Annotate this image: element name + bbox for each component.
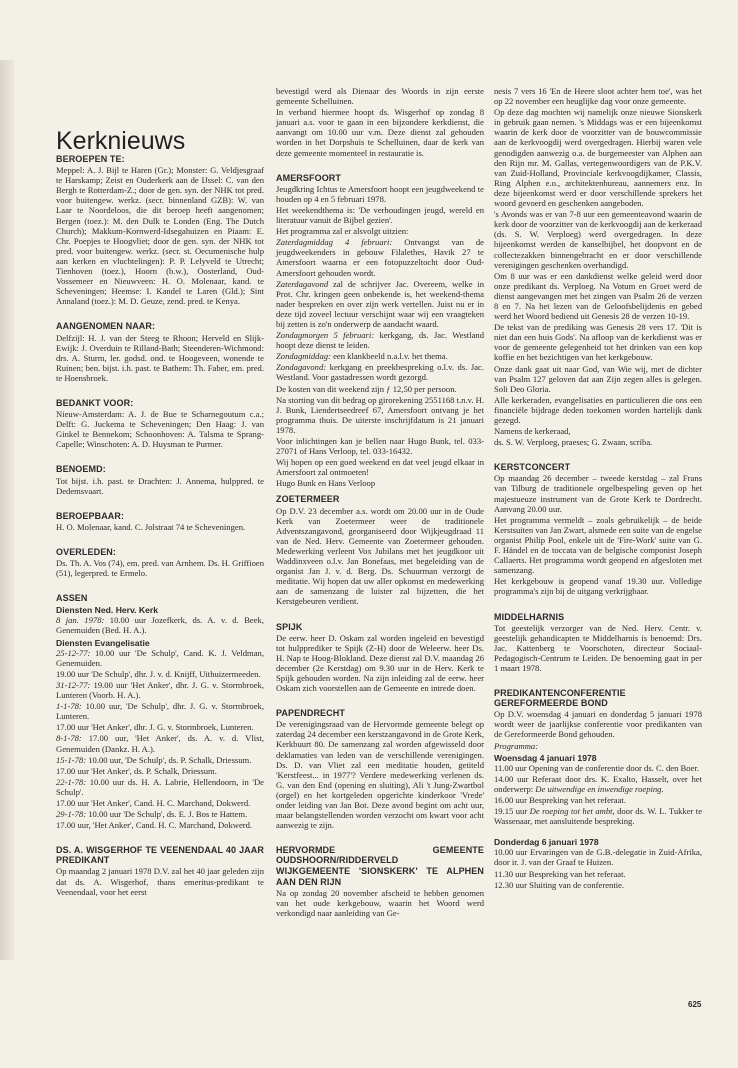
text-overleden: Ds. Th. A. Vos (74), em. pred. van Arnhem. Ds. H. Griffioen (51), legerpred. te Ermelo. — [56, 558, 264, 579]
heading-woensdag: Woensdag 4 januari 1978 — [494, 752, 597, 763]
text-amersfoort-3: Het programma zal er alsvolgt uitzien: — [276, 226, 409, 237]
heading-donderdag: Donderdag 6 januari 1978 — [494, 837, 599, 848]
text-aangenomen: Delfzijl: H. J. van der Steeg te Rhoon; Herveld en Slijk-Ewijk: J. Overduin te Rilland-Bath; Steenderen-Wichmond: drs. A. Sturm, ler. godsd. ond. te Hoogeveen, wonende te Ruinen; ben. bijst. i.h. past. te Bathem: Th. Faber, em. pred. te Hoensbroek. — [56, 332, 264, 383]
heading-overleden: OVERLEDEN: — [56, 546, 117, 557]
text-amersfoort-13: Hugo Bunk en Hans Verloop — [276, 478, 376, 489]
text-middelharnis: Tot geestelijk verzorger van de Ned. Herv. Centr. v. geestelijk gehandicapten te Middelharnis is benoemd: Drs. Jac. Kattenberg te Voorschoten, directeur Sociaal-Pedagogisch-Centrum te Leiden. De benoeming gaat in per 1 maart 1978. — [494, 622, 702, 673]
text-predikanten: Op D.V. woensdag 4 januari en donderdag 5 januari 1978 wordt weer de jaarlijkse conferentie voor predikanten van de Gereformeerde Bond gehouden. — [494, 709, 702, 740]
page-title: Kerknieuws — [56, 127, 186, 155]
text-amersfoort-4: Zaterdagmiddag 4 februari: Ontvangst van de jeugdweekenders in gebouw Filalethes, Havik 27 te Amersfoort waarna er een fotopuzzeltocht door Oud-Amersfoort gehouden wordt. — [276, 237, 484, 278]
heading-beroepbaar: BEROEPBAAR: — [56, 510, 125, 521]
heading-middelharnis: MIDDELHARNIS — [494, 611, 565, 622]
text-assen-1: 8 jan. 1978: 10.00 uur Jozefkerk, ds. A. v. d. Beek, Genemuiden (Bed. H. A.). — [56, 615, 264, 636]
text-amersfoort-2: Het weekendthema is: 'De verhoudingen jeugd, wereld en literatuur vanuit de Bijbel gezien'. — [276, 204, 484, 226]
text-donderdag-1: 10.00 uur Ervaringen van de G.B.-delegatie in Zuid-Afrika, door ir. J. van der Graaf te Huizen. — [494, 847, 702, 868]
page-number: 625 — [688, 1000, 702, 1009]
text-assen-6: 17.00 uur 'Het Anker', dhr. J. G. v. Stormbroek, Lunteren. — [56, 722, 254, 733]
text-assen-11: 17.00 uur 'Het Anker', Cand. H. C. Marchand, Dokwerd. — [56, 797, 251, 808]
text-assen-13: 17.00 uur, 'Het Anker', Cand. H. C. Marchand, Dokwerd. — [56, 820, 253, 831]
text-sionskerk-3: 's Avonds was er van 7-8 uur een gemeenteavond waarin de kerk door de voorzitter van de kerkvoogdij aan de kerkeraad (ds. S. W. Verploeg) werd overgedragen. In deze bijeenkomst werden de kanselbijbel, het doopvont en de collectezakken binnengebracht en er door verschillende verenigingen geschenken overhandigd. — [494, 209, 702, 270]
text-amersfoort-10: Na storting van dit bedrag op girorekening 2551168 t.n.v. H. J. Bunk, Liendertseedreef 67, Amersfoort ontvang je het programma thuis. De uiterste inschrijfdatum is 21 januari 1978. — [276, 394, 484, 435]
text-amersfoort-11: Voor inlichtingen kan je bellen naar Hugo Bunk, tel. 033-27071 of Hans Verloop, tel. 033-16432. — [276, 436, 484, 457]
text-spijk: De eerw. heer D. Oskam zal worden ingeleid en bevestigd tot hulpprediker te Spijk (Z-H) door de Weleerw. heer Ds. H. Nap te Hoog-Blokland. Deze dienst zal D.V. maandag 26 december (2e Kerstdag) om 9.30 uur in de Herv. Kerk te Spijk gehouden worden. Na zijn inleiding zal de eerw. heer Oskam zich voorstellen aan de Gemeente en intrede doen. — [276, 632, 484, 694]
heading-kerstconcert: KERSTCONCERT — [494, 462, 571, 473]
subheading-assen-evang: Diensten Evangelisatie — [56, 637, 150, 648]
text-sionskerk-9: ds. S. W. Verploeg, praeses; G. Zwaan, scriba. — [494, 437, 653, 448]
text-assen-12: 29-1-78: 10.00 uur 'De Schulp', ds. E. J. Bos te Hattem. — [56, 809, 248, 820]
text-woensdag-3: 16.00 uur Bespreking van het referaat. — [494, 795, 626, 805]
heading-assen: ASSEN — [56, 593, 88, 604]
text-sionskerk-7: Alle kerkeraden, evangelisaties en particulieren die ons een financiële bijdrage deden toekomen worden hartelijk dank gezegd. — [494, 394, 702, 425]
text-amersfoort-5: Zaterdagavond zal de schrijver Jac. Overeem, welke in Prot. Chr. kringen geen onbekende is, het weekend-thema nader bespreken en over zijn werk vertellen. Juist nu er in deze tijd zoveel lectuur verschijnt waar wij een vraagteken bij zetten is zo'n onderwerp de aandacht waard. — [276, 278, 484, 329]
heading-zoetermeer: ZOETERMEER — [276, 494, 340, 505]
text-kerstconcert-3: Het kerkgebouw is geopend vanaf 19.30 uur. Volledige programma's zijn bij de uitgang verkrijgbaar. — [494, 576, 702, 597]
text-amersfoort-9: De kosten van dit weekend zijn ƒ 12,50 per persoon. — [276, 383, 457, 394]
heading-spijk: SPIJK — [276, 621, 303, 632]
subheading-assen-herv: Diensten Ned. Herv. Kerk — [56, 605, 159, 616]
heading-papendrecht: PAPENDRECHT — [276, 708, 345, 719]
heading-beroepen: BEROEPEN TE: — [56, 154, 125, 164]
text-amersfoort-1: Jeugdkring Ichtus te Amersfoort hoopt een jeugdweekend te houden op 4 en 5 februari 1978. — [276, 183, 484, 204]
text-papendrecht: De verenigingsraad van de Hervormde gemeente belegt op zaterdag 24 december een kerstzangavond in de Grote Kerk, Kerkbuurt 80. De samenzang zal worden afgewisseld door deklamaties van leden van de verschillende verenigingen. Ds. D. van Vliet zal een meditatie houden, getiteld 'Kerstfeest... in 1977'? Verdere medewerking verlenen ds. G. van den End (opening en sluiting), Ali 't Jung-Zwartbol (orgel) en het kortgeleden opgerichte kinderkoor 'Vrede' onder leiding van Jan Bot. Deze avond begint om acht uur, maar belangstellenden worden verzocht om kwart voor acht aanwezig te zijn. — [276, 719, 484, 831]
text-assen-8: 15-1-78: 10.00 uur, 'De Schulp', ds. P. Schalk, Driessum. — [56, 754, 252, 765]
text-sionskerk-5: De tekst van de prediking was Genesis 28 vers 17. 'Dit is niet dan een huis Gods'. Na afloop van de kerkdienst was er voor de gemeente gelegenheid tot het drinken van een kop koffie en het bezichtigen van het kerkgebouw. — [494, 322, 702, 363]
text-amersfoort-6: Zondagmorgen 5 februari: kerkgang, ds. Jac. Westland hoopt deze dienst te leiden. — [276, 330, 484, 351]
text-sionskerk-2: Op deze dag mochten wij namelijk onze nieuwe Sionskerk in gebruik gaan nemen. 's Middags was er een bijeenkomst waarin de kerk door de voorzitter van de bouwcommissie aan de kerkvoogdij werd overgedragen. Hierbij waren vele genodigden aanwezig o.a. de burgemeester van Alphen aan den Rijn mr. M. Gallas, vertegenwoordigers van de P.K.V. van Zuid-Holland, Provinciale kerkvoogdijkamer, Classis, Ring Alphen e.o., architektenbureau, aannemers enz. In deze bijeenkomst werd er door verschillende sprekers het woord gevoerd en geschenken aangeboden. — [494, 107, 702, 209]
subheading-sionskerk: WIJKGEMEENTE 'SIONSKERK' TE ALPHEN AAN DEN RIJN — [276, 866, 484, 887]
text-donderdag-3: 12.30 uur Sluiting van de conferentie. — [494, 879, 625, 890]
text-sionskerk-1: nesis 7 vers 16 'En de Heere sloot achter hem toe', was het op 22 november een heuglijke dag voor onze gemeente. — [494, 86, 702, 107]
text-woensdag-4: 19.15 uur De roeping tot het ambt, door ds. W. L. Tukker te Wassenaar, met aansluitende bespreking. — [494, 806, 703, 827]
column-1 — [56, 154, 264, 898]
text-zoetermeer: Op D.V. 23 december a.s. wordt om 20.00 uur in de Oude Kerk van Zoetermeer weer de traditionele Adventszangavond, georganiseerd door Wijkjeugdraad 11 van de Ned. Herv. Gemeente van Zoetermeer gehouden. Medewerking verleent Vox Jubilans met het jeugdkoor uit Waddinxveen o.l.v. Jan Bonefaas, met begeleiding van de organist Jan J. v. d. Berg. Ds. Schuurman verzorgt de meditatie. Wij hopen dat uw aller opkomst en medewerking aan de samenzang de luister zal bijzetten, die het Kerstgebeuren verdient. — [276, 505, 484, 607]
heading-bedankt: BEDANKT VOOR: — [56, 397, 134, 408]
text-assen-3: 19.00 uur 'De Schulp', dhr. J. v. d. Knijff, Uithuizermeeden. — [56, 668, 261, 679]
text-hervormde: Na op zondag 20 november afscheid te hebben genomen van het oude kerkgebouw, waarin het Woord werd verkondigd naar aanleiding van Ge- — [276, 887, 484, 918]
text-assen-4: 31-12-77: 19.00 uur 'Het Anker', dhr. J. G. v. Stormbroek, Lunteren (Voorb. H. A.). — [56, 679, 264, 701]
text-assen-9: 17.00 uur 'Het Anker', ds. P. Schalk, Driessum. — [56, 765, 217, 776]
text-assen-10: 22-1-78: 10.00 uur ds. H. A. Labrie, Hellendoorn, in 'De Schulp'. — [56, 776, 264, 797]
text-assen-7: 8-1-78: 17.00 uur, 'Het Anker', ds. A. v. d. Vlist, Genemuiden (Dankz. H. A.). — [56, 733, 264, 754]
text-woensdag-1: 11.00 uur Opening van de conferentie door ds. C. den Boer. — [494, 762, 699, 773]
text-beroepbaar: H. O. Molenaar, kand. C. Jolstraat 74 te Scheveningen. — [56, 521, 246, 532]
heading-hervormde: HERVORMDE GEMEENTE OUDSHOORN/RIDDERVELD — [276, 845, 484, 866]
text-wisgerhof-cont2: In verband hiermee hoopt ds. Wisgerhof op zondag 8 januari a.s. voor te gaan in een bijzondere kerkdienst, die aanvangt om 10.00 uur v.m. Deze dienst zal gehouden worden in het Dorpshuis te Schelluinen, daar de kerk van deze gemeente momenteel in restauratie is. — [276, 107, 484, 158]
text-benoemd: Tot bijst. i.h. past. te Drachten: J. Annema, hulppred. te Dedemsvaart. — [56, 475, 264, 496]
heading-wisgerhof: DS. A. WISGERHOF TE VEENENDAAL 40 JAAR PREDIKANT — [56, 845, 264, 866]
text-assen-5: 1-1-78: 10.00 uur, 'De Schulp', dhr. J. G. v. Stormbroek, Lunteren. — [56, 701, 264, 722]
heading-benoemd: BENOEMD: — [56, 464, 106, 475]
text-wisgerhof-cont: bevestigd werd als Dienaar des Woords in zijn eerste gemeente Schelluinen. — [276, 86, 484, 107]
text-amersfoort-7: Zondagmiddag: een klankbeeld n.a.l.v. het thema. — [276, 351, 448, 362]
column-2 — [276, 86, 484, 919]
text-donderdag-2: 11.30 uur Bespreking van het referaat. — [494, 868, 626, 879]
text-sionskerk-4: Om 8 uur was er een dankdienst welke geleid werd door onze predikant ds. Verploeg. Na Votum en Groet werd de dienst aangevangen met het zingen van Psalm 26 de verzen 8 en 7. Na het lezen van de Geloofsbelijdenis en gebed werd het Woord bediend uit Genesis 28 de verzen 10-19. — [494, 270, 702, 322]
text-woensdag-2: 14.00 uur Referaat door drs. K. Exalto, Hasselt, over het onderwerp: De uitwendige en inwendige roeping. — [494, 773, 702, 794]
heading-amersfoort: AMERSFOORT — [276, 172, 341, 183]
text-kerstconcert-2: Het programma vermeldt – zoals gebruikelijk – de beide Kerstsuiten van Jan Zwart, alsmede een suite van de engelse organist Philip Pool, enkele uit de 'Fire-Work' suite van G. F. Händel en de toccata van de belgische componist Joseph Callaerts. Het programma wordt geopend en afgesloten met samenzang. — [494, 514, 702, 576]
heading-predikanten: PREDIKANTENCONFERENTIE GEREFORMEERDE BOND — [494, 688, 626, 709]
heading-aangenomen: AANGENOMEN NAAR: — [56, 321, 156, 332]
text-sionskerk-8: Namens de kerkeraad, — [494, 426, 571, 437]
text-amersfoort-8: Zondagavond: kerkgang en preekbespreking o.l.v. ds. Jac. Westland. Voor gastadressen wordt gezorgd. — [276, 362, 484, 383]
column-3 — [494, 86, 702, 891]
text-sionskerk-6: Onze dank gaat uit naar God, van Wie wij, met de dichter van Psalm 127 geloven dat aan Zijn zegen alles is gelegen. Soli Deo Gloria. — [494, 363, 702, 394]
text-amersfoort-12: Wij hopen op een goed weekend en dat veel jeugd elkaar in Amersfoort zal ontmoeten! — [276, 457, 484, 478]
text-beroepen: Meppel: A. J. Bijl te Haren (Gr.); Monster: G. Veldjesgraaf te Harskamp; Zeist en Ouderkerk aan de IJssel: C. van den Bergh te Rotterdam-Z.; door de gen. syn. der NHK tot pred. voor buitengew. werkz. (secr. binnenland GZB): W. van Laar te Noordeloos, die dit beroep heeft aangenomen; Bergen (toez.): M. den Dulk te Londen (Eng. The Dutch Church); Makkum-Kornwerd-Idsegahuizen en Piaam: E. Chr. Poepjes te Hoogvliet; door de gen. syn. der NHK tot pred. voor buitengew. werkz. (secr. st. Oecumenische hulp aan kerken en vluchtelingen): P. P. Lelyveld te Utrecht; Tienhoven (toez.), Hoorn (b.w.), Oosterland, Oud-Vossemeer en Nieuwveen: H. O. Molenaar, kand. te Scheveningen; Heemse: I. Kandel te Laren (Gld.); Sint Annaland (toez.): M. D. Geuze, zend. pred. te Kenya. — [56, 165, 264, 307]
text-assen-2: 25-12-77: 10.00 uur 'De Schulp', Cand. K. J. Veldman, Genemuiden. — [56, 647, 264, 668]
text-wisgerhof: Op maandag 2 januari 1978 D.V. zal het 40 jaar geleden zijn dat ds. A. Wisgerhof, thans emeritus-predikant te Veenendaal, voor het eerst — [56, 866, 264, 897]
text-kerstconcert-1: Op maandag 26 december – tweede kerstdag – zal Frans van Tilburg de traditionele orgelbespeling geven op het majestueuze instrument van de Grote Kerk te Dordrecht. Aanvang 20.00 uur. — [494, 473, 702, 514]
text-programma: Programma: — [494, 740, 539, 751]
margin-strip — [0, 60, 14, 960]
text-bedankt: Nieuw-Amsterdam: A. J. de Bue te Scharnegoutum c.a.; Delft: G. Juckema te Scheveningen; Den Haag: J. van Ginkel te Bennekom; Schoonhoven: A. Talsma te Sprang-Capelle; Winschoten: A. D. Huysman te Purmer. — [56, 409, 264, 450]
